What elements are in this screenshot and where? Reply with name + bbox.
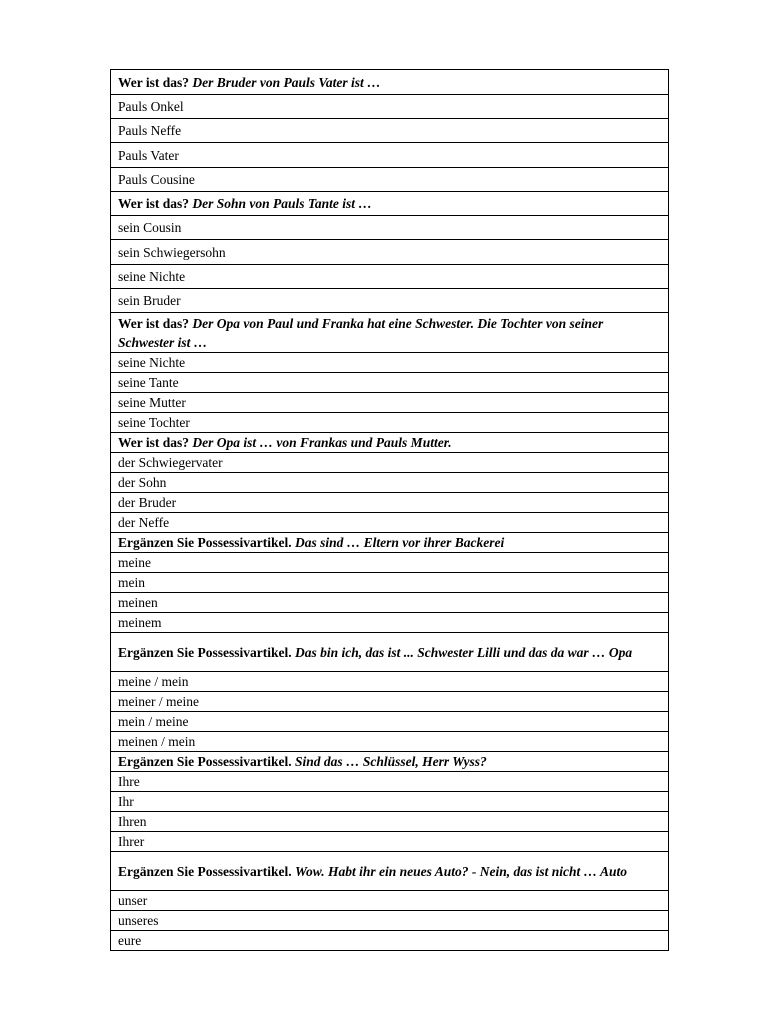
- answer-option[interactable]: Ihre: [111, 772, 669, 792]
- answer-row[interactable]: [111, 119, 669, 143]
- question-cell: [111, 70, 669, 95]
- answer-option[interactable]: Pauls Cousine: [111, 168, 669, 192]
- answer-row[interactable]: [111, 353, 669, 373]
- quiz-table: [110, 69, 669, 951]
- question-row: [111, 313, 669, 353]
- question-text: Der Opa ist … von Frankas und Pauls Mutter.: [192, 435, 452, 450]
- question-text: Wow. Habt ihr ein neues Auto? - Nein, das ist nicht … Auto: [295, 863, 628, 879]
- question-prefix: Wer ist das?: [118, 435, 193, 450]
- answer-option[interactable]: der Sohn: [111, 473, 669, 493]
- answer-option[interactable]: meine / mein: [111, 672, 669, 692]
- answer-option[interactable]: seine Mutter: [111, 393, 669, 413]
- question-row: [111, 433, 669, 453]
- question-cell: [111, 633, 669, 672]
- question-prefix: Ergänzen Sie Possessivartikel.: [118, 754, 295, 769]
- answer-option[interactable]: der Neffe: [111, 513, 669, 533]
- answer-option[interactable]: Pauls Vater: [111, 143, 669, 168]
- answer-row[interactable]: [111, 911, 669, 931]
- answer-option[interactable]: seine Nichte: [111, 353, 669, 373]
- answer-row[interactable]: [111, 168, 669, 192]
- answer-row[interactable]: [111, 513, 669, 533]
- answer-row[interactable]: [111, 832, 669, 852]
- answer-option[interactable]: Ihr: [111, 792, 669, 812]
- answer-option[interactable]: Ihrer: [111, 832, 669, 852]
- answer-row[interactable]: [111, 265, 669, 289]
- answer-row[interactable]: [111, 613, 669, 633]
- question-cell: [111, 752, 669, 772]
- question-text: Der Sohn von Pauls Tante ist …: [192, 196, 372, 211]
- answer-row[interactable]: [111, 240, 669, 265]
- question-prefix: Wer ist das?: [118, 74, 193, 90]
- answer-row[interactable]: [111, 732, 669, 752]
- question-row: [111, 192, 669, 216]
- question-row: [111, 70, 669, 95]
- answer-row[interactable]: [111, 692, 669, 712]
- answer-row[interactable]: [111, 792, 669, 812]
- question-prefix: Ergänzen Sie Possessivartikel.: [118, 535, 295, 550]
- answer-option[interactable]: meiner / meine: [111, 692, 669, 712]
- answer-row[interactable]: [111, 453, 669, 473]
- answer-row[interactable]: [111, 712, 669, 732]
- question-row: [111, 633, 669, 672]
- question-text: Das bin ich, das ist ... Schwester Lilli und das da war … Opa: [295, 644, 633, 660]
- answer-option[interactable]: der Bruder: [111, 493, 669, 513]
- answer-row[interactable]: [111, 373, 669, 393]
- question-text: Der Bruder von Pauls Vater ist …: [192, 74, 381, 90]
- answer-row[interactable]: [111, 413, 669, 433]
- question-prefix: Wer ist das?: [118, 196, 193, 211]
- answer-row[interactable]: [111, 573, 669, 593]
- answer-option[interactable]: Pauls Onkel: [111, 95, 669, 119]
- question-prefix: Ergänzen Sie Possessivartikel.: [118, 863, 295, 879]
- answer-row[interactable]: [111, 95, 669, 119]
- answer-option[interactable]: meinen / mein: [111, 732, 669, 752]
- answer-row[interactable]: [111, 493, 669, 513]
- answer-row[interactable]: [111, 672, 669, 692]
- answer-option[interactable]: Pauls Neffe: [111, 119, 669, 143]
- answer-row[interactable]: [111, 553, 669, 573]
- answer-option[interactable]: unser: [111, 891, 669, 911]
- question-cell: [111, 433, 669, 453]
- question-cell: [111, 192, 669, 216]
- question-text: Das sind … Eltern vor ihrer Backerei: [295, 535, 505, 550]
- answer-option[interactable]: meinem: [111, 613, 669, 633]
- question-text: Sind das … Schlüssel, Herr Wyss?: [295, 754, 487, 769]
- question-row: [111, 752, 669, 772]
- answer-option[interactable]: eure: [111, 931, 669, 951]
- answer-row[interactable]: [111, 772, 669, 792]
- answer-option[interactable]: mein: [111, 573, 669, 593]
- question-text: Der Opa von Paul und Franka hat eine Schwester. Die Tochter von seiner Schwester ist …: [118, 315, 604, 350]
- question-prefix: Ergänzen Sie Possessivartikel.: [118, 644, 295, 660]
- answer-row[interactable]: [111, 812, 669, 832]
- answer-option[interactable]: unseres: [111, 911, 669, 931]
- answer-option[interactable]: sein Bruder: [111, 289, 669, 313]
- quiz-table-body: [111, 70, 669, 951]
- answer-option[interactable]: meine: [111, 553, 669, 573]
- answer-row[interactable]: [111, 393, 669, 413]
- question-row: [111, 533, 669, 553]
- question-prefix: Wer ist das?: [118, 315, 193, 331]
- answer-option[interactable]: der Schwiegervater: [111, 453, 669, 473]
- question-cell: [111, 533, 669, 553]
- answer-option[interactable]: sein Cousin: [111, 216, 669, 240]
- answer-row[interactable]: [111, 891, 669, 911]
- answer-option[interactable]: seine Nichte: [111, 265, 669, 289]
- question-cell: [111, 852, 669, 891]
- answer-row[interactable]: [111, 931, 669, 951]
- answer-option[interactable]: mein / meine: [111, 712, 669, 732]
- answer-option[interactable]: Ihren: [111, 812, 669, 832]
- answer-option[interactable]: sein Schwiegersohn: [111, 240, 669, 265]
- answer-option[interactable]: meinen: [111, 593, 669, 613]
- answer-row[interactable]: [111, 593, 669, 613]
- answer-row[interactable]: [111, 289, 669, 313]
- answer-option[interactable]: seine Tante: [111, 373, 669, 393]
- answer-option[interactable]: seine Tochter: [111, 413, 669, 433]
- question-row: [111, 852, 669, 891]
- question-cell: [111, 313, 669, 353]
- answer-row[interactable]: [111, 143, 669, 168]
- answer-row[interactable]: [111, 216, 669, 240]
- answer-row[interactable]: [111, 473, 669, 493]
